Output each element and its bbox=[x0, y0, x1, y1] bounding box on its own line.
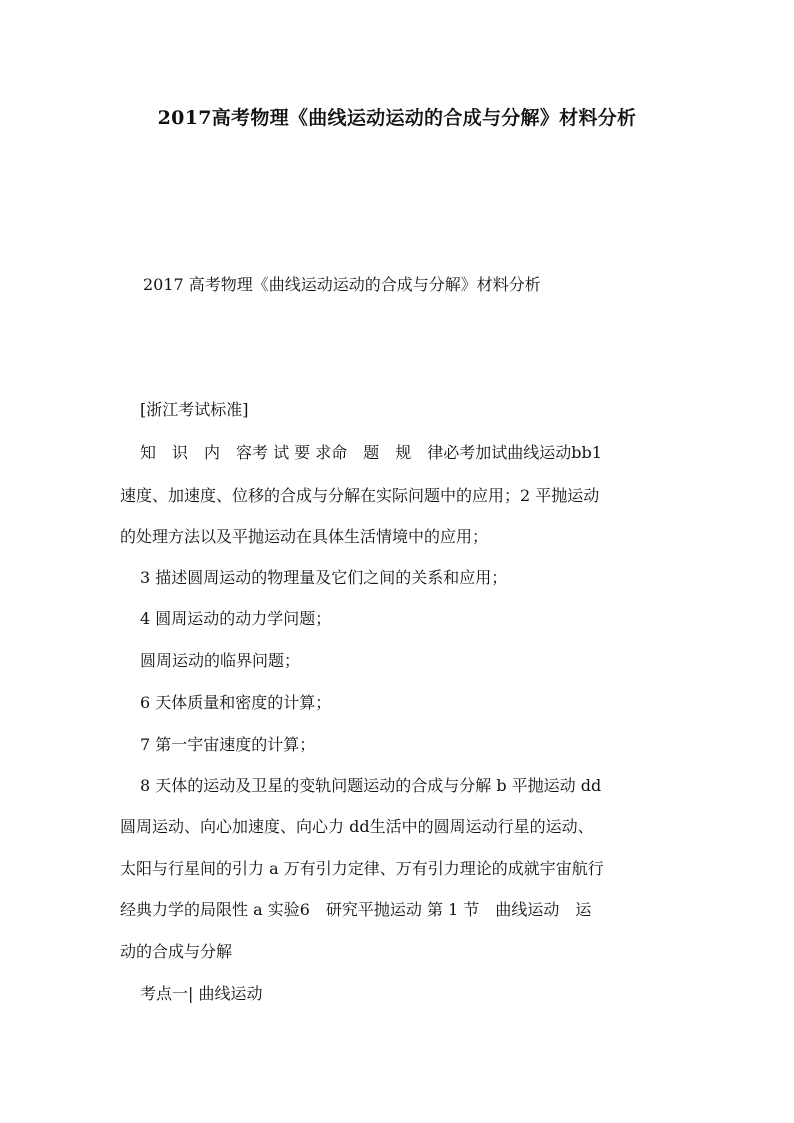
text-line: 速度、加速度、位移的合成与分解在实际问题中的应用；2 平抛运动 bbox=[120, 486, 600, 505]
text-line: 的处理方法以及平抛运动在具体生活情境中的应用； bbox=[120, 527, 489, 546]
text-line: 8 天体的运动及卫星的变轨问题运动的合成与分解 b 平抛运动 dd bbox=[140, 776, 602, 795]
text-line: 4 圆周运动的动力学问题； bbox=[140, 609, 332, 628]
text-line: 经典力学的局限性 a 实验6 研究平抛运动 第 1 节 曲线运动 运 bbox=[120, 900, 592, 919]
section-heading: 考点一| 曲线运动 bbox=[140, 984, 263, 1003]
text-line: 6 天体质量和密度的计算； bbox=[140, 693, 332, 712]
text-line: 动的合成与分解 bbox=[120, 942, 233, 961]
text-line: 圆周运动、向心加速度、向心力 dd生活中的圆周运动行星的运动、 bbox=[120, 817, 594, 836]
text-line: 知 识 内 容考 试 要 求命 题 规 律必考加试曲线运动bb1 bbox=[140, 443, 602, 462]
document-subtitle: 2017 高考物理《曲线运动运动的合成与分解》材料分析 bbox=[143, 275, 541, 294]
text-line: 7 第一宇宙速度的计算； bbox=[140, 735, 316, 754]
text-line: 3 描述圆周运动的物理量及它们之间的关系和应用； bbox=[140, 568, 508, 587]
document-title: 2017高考物理《曲线运动运动的合成与分解》材料分析 bbox=[157, 107, 637, 129]
text-line: 圆周运动的临界问题； bbox=[140, 651, 301, 670]
text-line: 太阳与行星间的引力 a 万有引力定律、万有引力理论的成就宇宙航行 bbox=[120, 859, 604, 878]
section-heading: [浙江考试标准] bbox=[140, 400, 249, 419]
